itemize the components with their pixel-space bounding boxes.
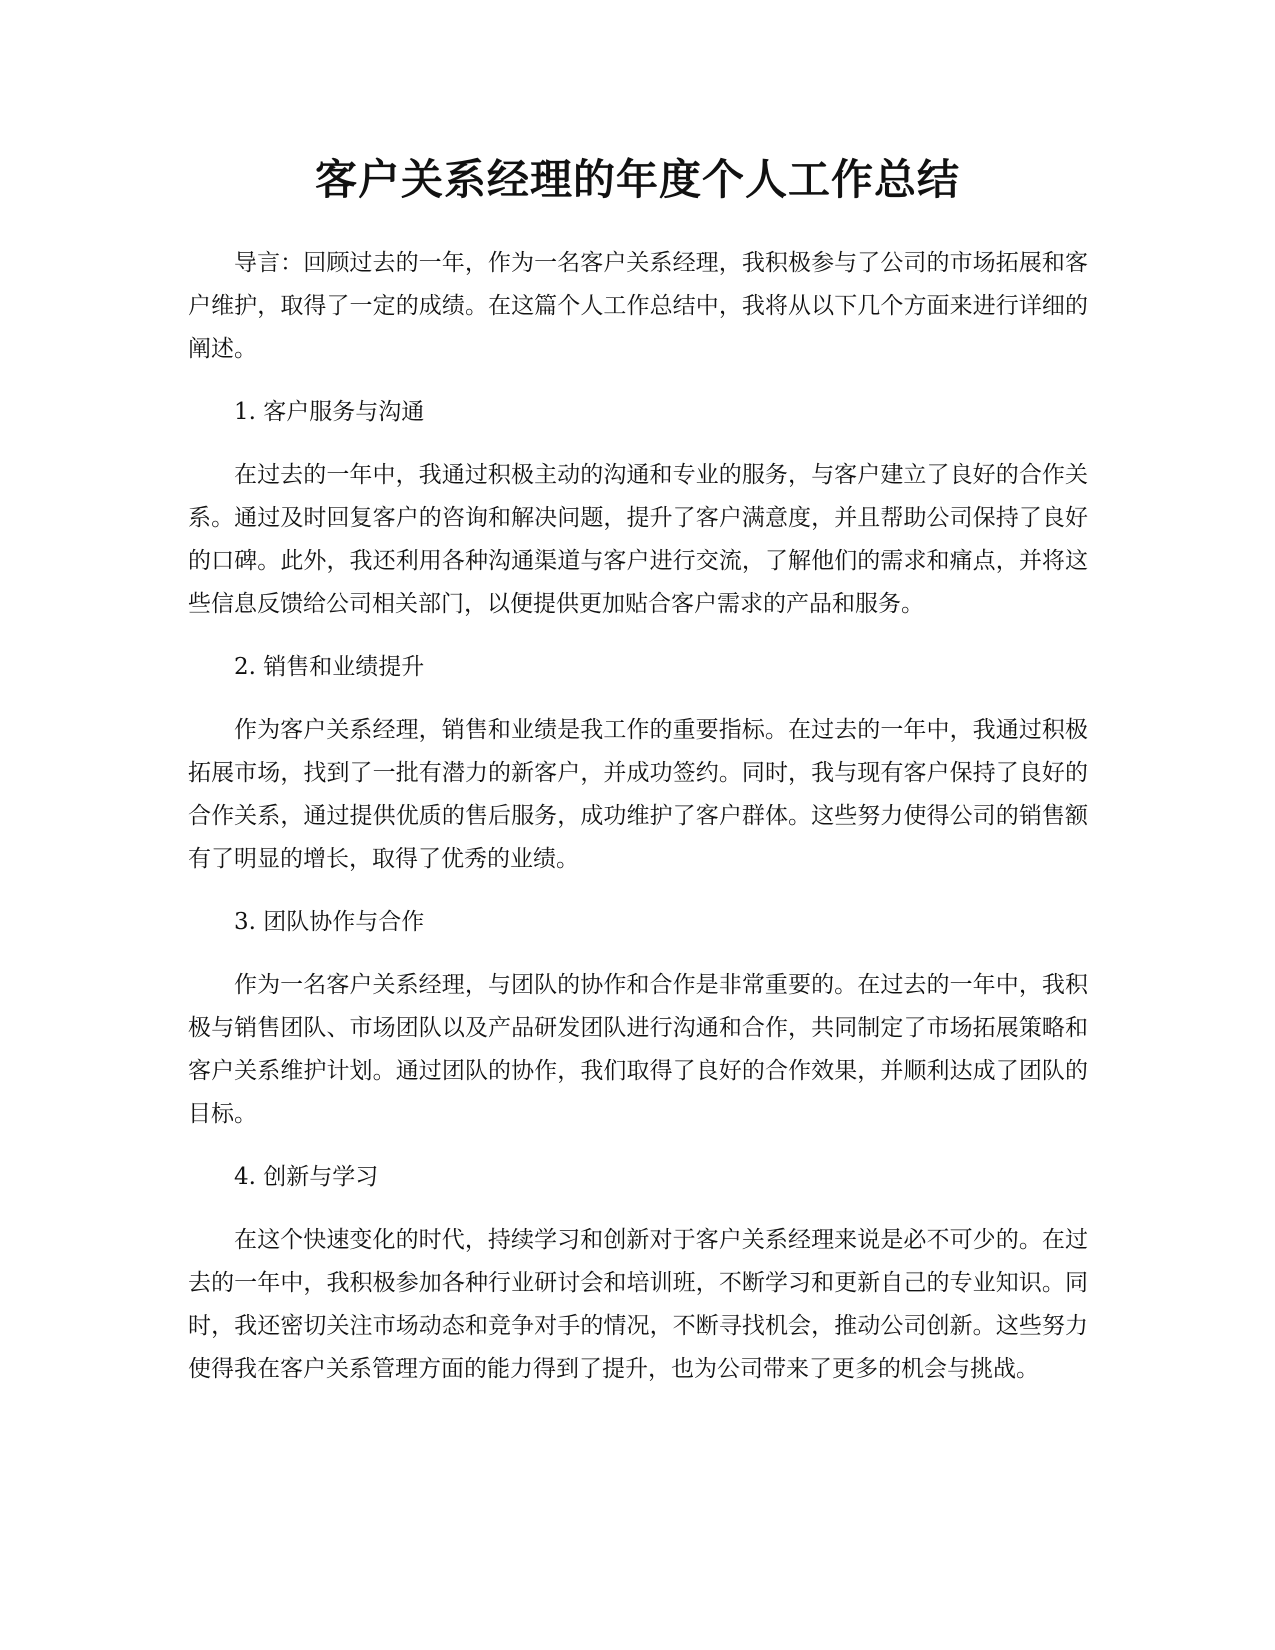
- section-heading: 2. 销售和业绩提升: [234, 654, 425, 680]
- section-heading: 1. 客户服务与沟通: [234, 399, 425, 425]
- document-body: [188, 242, 1088, 1391]
- section-paragraph: 作为客户关系经理，销售和业绩是我工作的重要指标。在过去的一年中，我通过积极拓展市场，找到了一批有潜力的新客户，并成功签约。同时，我与现有客户保持了良好的合作关系，通过提供优质的售后服务，成功维护了客户群体。这些努力使得公司的销售额有了明显的增长，取得了优秀的业绩。: [188, 717, 1088, 872]
- section-heading: 4. 创新与学习: [234, 1164, 379, 1190]
- intro-paragraph: 导言：回顾过去的一年，作为一名客户关系经理，我积极参与了公司的市场拓展和客户维护，取得了一定的成绩。在这篇个人工作总结中，我将从以下几个方面来进行详细的阐述。: [188, 250, 1088, 362]
- section-heading: 3. 团队协作与合作: [234, 909, 425, 935]
- section-paragraph: 在这个快速变化的时代，持续学习和创新对于客户关系经理来说是必不可少的。在过去的一年中，我积极参加各种行业研讨会和培训班，不断学习和更新自己的专业知识。同时，我还密切关注市场动态和竞争对手的情况，不断寻找机会，推动公司创新。这些努力使得我在客户关系管理方面的能力得到了提升，也为公司带来了更多的机会与挑战。: [188, 1227, 1088, 1382]
- section-paragraph: 作为一名客户关系经理，与团队的协作和合作是非常重要的。在过去的一年中，我积极与销售团队、市场团队以及产品研发团队进行沟通和合作，共同制定了市场拓展策略和客户关系维护计划。通过团队的协作，我们取得了良好的合作效果，并顺利达成了团队的目标。: [188, 972, 1088, 1127]
- document-title: 客户关系经理的年度个人工作总结: [314, 155, 960, 204]
- section-paragraph: 在过去的一年中，我通过积极主动的沟通和专业的服务，与客户建立了良好的合作关系。通过及时回复客户的咨询和解决问题，提升了客户满意度，并且帮助公司保持了良好的口碑。此外，我还利用各种沟通渠道与客户进行交流，了解他们的需求和痛点，并将这些信息反馈给公司相关部门，以便提供更加贴合客户需求的产品和服务。: [188, 462, 1088, 617]
